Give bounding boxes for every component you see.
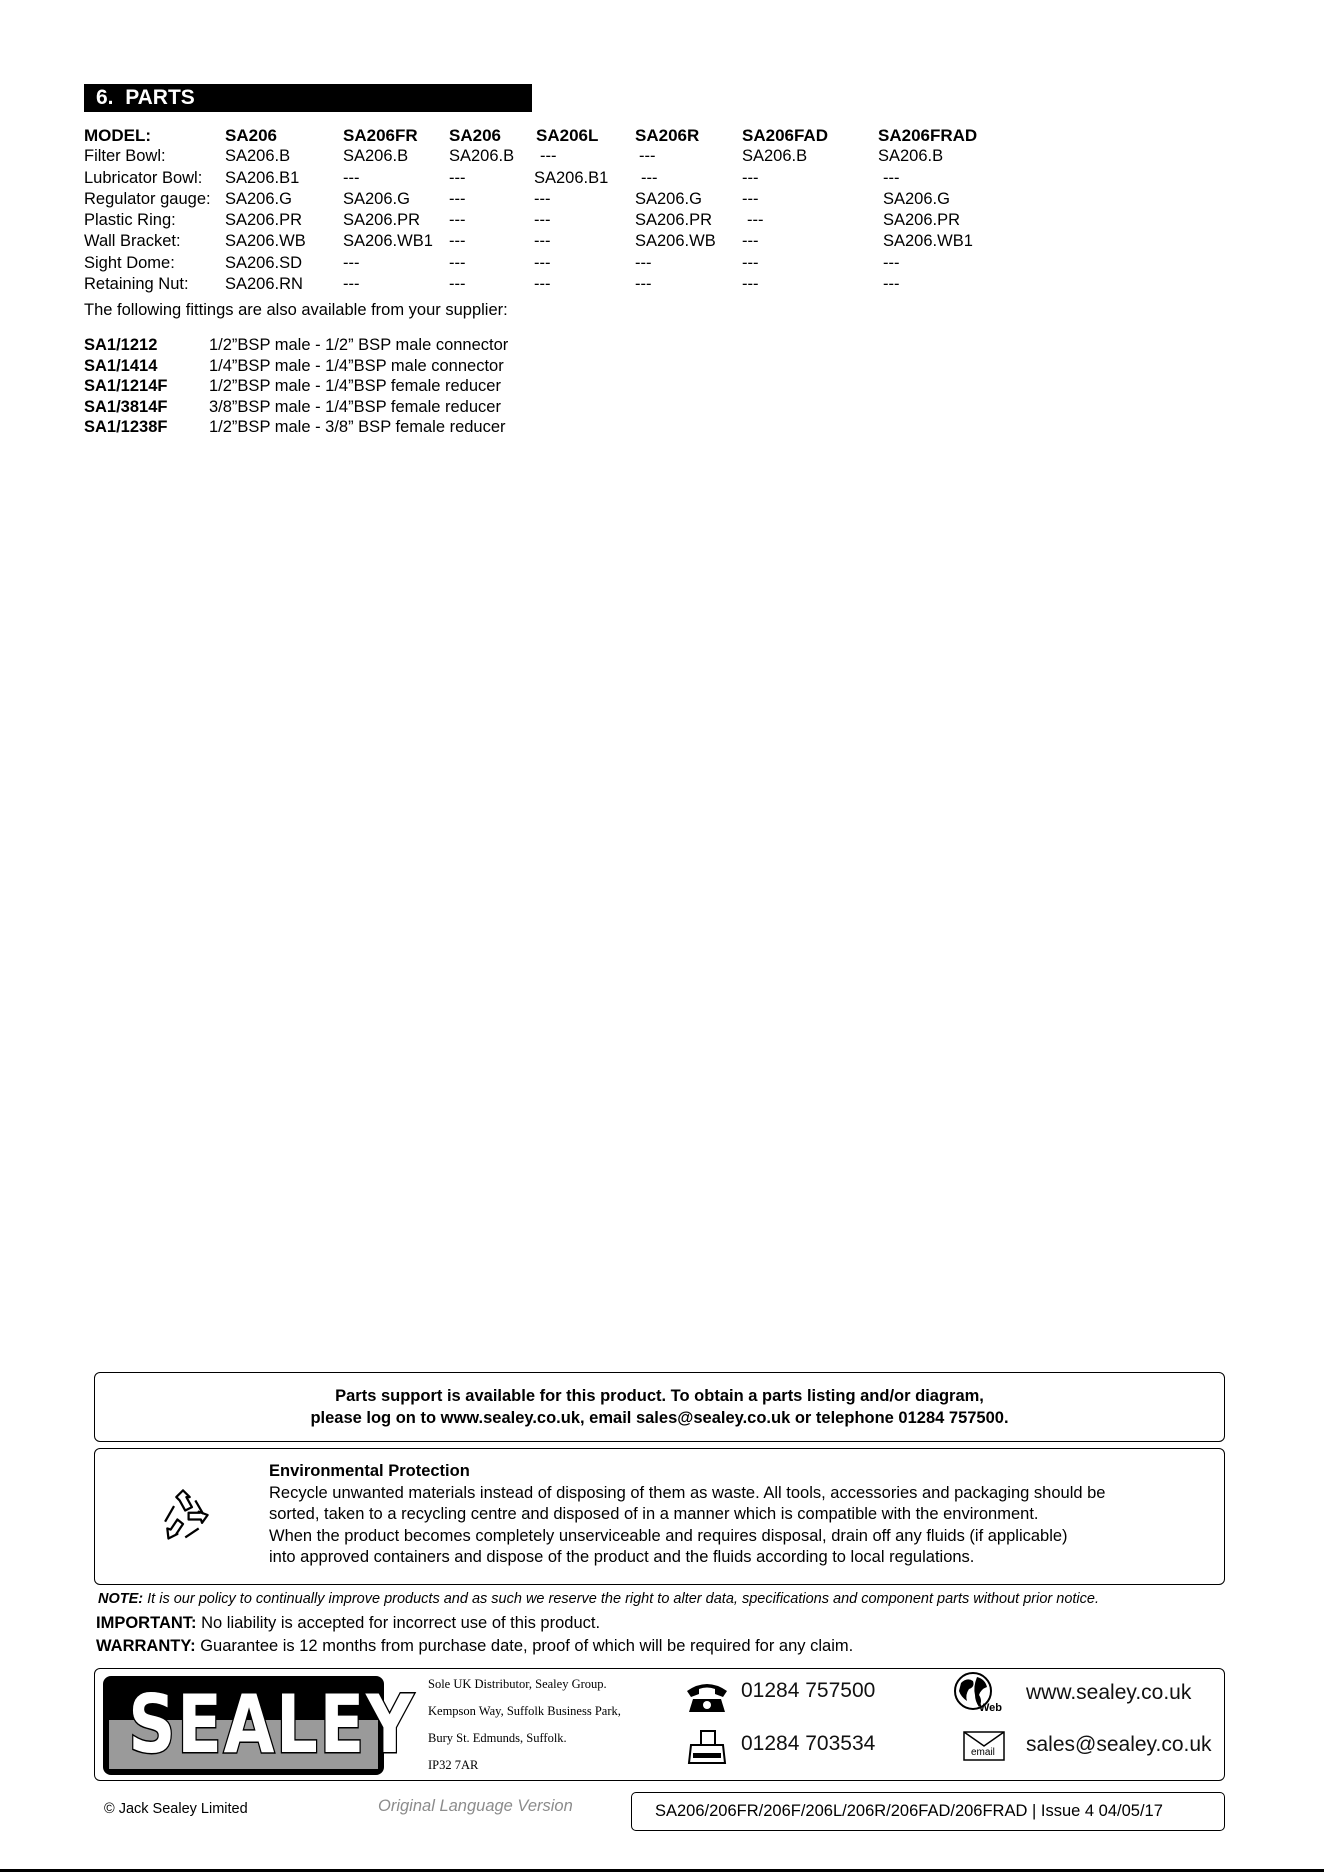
table-cell: SA206.B [343,147,409,166]
address-line: Sole UK Distributor, Sealey Group. [428,1677,607,1691]
issue-info: Issue 4 04/05/17 [1040,1802,1163,1820]
table-cell: SA206.SD [225,253,303,272]
table-cell: --- [635,253,652,272]
table-cell: --- [742,189,759,208]
web-icon-label: Web [979,1702,1003,1714]
table-cell: SA206.PR [225,211,303,230]
table-cell: --- [534,189,551,208]
note-text: It is our policy to continually improve products and as such we reserve the right to alter data, specifications and component parts without prior notice. [147,1591,1099,1607]
table-cell: --- [343,168,360,187]
row-label: Lubricator Bowl: [84,168,203,187]
table-cell: --- [883,275,900,294]
table-cell: --- [343,275,360,294]
table-cell: SA206.B1 [225,168,300,187]
address-line: IP32 7AR [428,1758,479,1772]
row-label: Filter Bowl: [84,147,166,166]
section-title: PARTS [125,86,195,109]
important-label: IMPORTANT: [96,1614,197,1632]
table-cell: SA206.RN [225,275,303,294]
table-cell: SA206.G [635,189,702,208]
header-cell: SA206FR [343,126,418,145]
table-cell: --- [641,168,658,187]
header-cell: SA206R [635,126,700,145]
warranty-line [96,1637,853,1656]
table-cell: SA206.PR [883,211,961,230]
model-numbers: SA206/206FR/206F/206L/206R/206FAD/206FRAD [655,1802,1028,1820]
language-version: Original Language Version [378,1797,573,1815]
fax-icon [687,1729,727,1765]
row-label: Wall Bracket: [84,232,181,251]
row-label: Sight Dome: [84,253,175,272]
environment-line: Recycle unwanted materials instead of disposing of them as waste. All tools, accessories and packaging should be [269,1483,1106,1502]
parts-support-box [94,1372,1225,1442]
logo-text: SEALEY [128,1678,416,1771]
header-cell: SA206FRAD [878,126,978,145]
fitting-code: SA1/1214F [84,377,168,396]
row-label: Retaining Nut: [84,275,189,294]
environment-line: into approved containers and dispose of the product and the fluids according to local regulations. [269,1548,975,1567]
fitting-code: SA1/1414 [84,356,158,375]
table-cell: SA206.WB [635,232,716,251]
support-line: Parts support is available for this product. To obtain a parts listing and/or diagram, [335,1387,984,1405]
table-cell: --- [883,253,900,272]
table-cell: --- [635,275,652,294]
table-cell: SA206.PR [343,211,421,230]
address [428,1671,621,1779]
table-cell: --- [343,253,360,272]
fitting-code: SA1/1238F [84,418,168,437]
fitting-description: 1/4”BSP male - 1/4”BSP male connector [209,356,504,375]
header-cell: SA206 [225,126,277,145]
warranty-label: WARRANTY: [96,1637,196,1655]
website-link[interactable]: www.sealey.co.uk [1026,1681,1192,1704]
table-cell: SA206.B [449,147,515,166]
environment-line: sorted, taken to a recycling centre and disposed of in a manner which is compatible with the environment. [269,1505,1039,1524]
fitting-description: 3/8”BSP male - 1/4”BSP female reducer [209,397,501,416]
header-cell: SA206 [449,126,501,145]
table-cell: SA206.WB1 [343,232,433,251]
fitting-code: SA1/3814F [84,397,168,416]
table-cell: --- [449,275,466,294]
table-cell: SA206.G [343,189,410,208]
note-line [98,1591,1099,1607]
address-line: Kempson Way, Suffolk Business Park, [428,1704,621,1718]
model-issue-box: SA206/206FR/206F/206L/206R/206FAD/206FRAD | Issue 4 04/05/17 [631,1792,1225,1831]
row-label: Regulator gauge: [84,189,211,208]
table-cell: --- [742,275,759,294]
table-cell: SA206.PR [635,211,713,230]
table-cell: --- [534,211,551,230]
recycle-icon [155,1487,211,1543]
important-text: No liability is accepted for incorrect use of this product. [201,1614,601,1632]
important-line [96,1614,600,1633]
table-cell: SA206.G [883,189,950,208]
fitting-description: 1/2”BSP male - 1/2” BSP male connector [209,336,509,354]
table-cell: --- [639,147,656,166]
copyright: © Jack Sealey Limited [104,1801,248,1817]
table-cell: --- [742,232,759,251]
table-cell: SA206.B1 [534,168,609,187]
header-cell: SA206FAD [742,126,828,145]
table-cell: --- [534,232,551,251]
fitting-code: SA1/1212 [84,336,158,354]
table-cell: SA206.B [225,147,291,166]
table-cell: --- [742,168,759,187]
fittings-intro: The following fittings are also available from your supplier: [84,301,508,319]
table-cell: --- [449,232,466,251]
table-cell: SA206.WB [225,232,306,251]
address-line: Bury St. Edmunds, Suffolk. [428,1731,567,1745]
table-cell: --- [742,253,759,272]
table-cell: --- [449,189,466,208]
fitting-description: 1/2”BSP male - 1/4”BSP female reducer [209,377,501,396]
telephone-icon [685,1679,729,1713]
table-cell: --- [449,253,466,272]
environment-text [269,1461,1105,1569]
fitting-description: 1/2”BSP male - 3/8” BSP female reducer [209,418,506,437]
phone-number: 01284 757500 [741,1679,876,1702]
email-icon-label: email [971,1747,995,1758]
section-number: 6. [96,86,114,109]
table-cell: --- [534,275,551,294]
table-cell: --- [534,253,551,272]
sealey-logo [103,1676,416,1775]
support-line: please log on to www.sealey.co.uk, email sales@sealey.co.uk or telephone 01284 757500. [310,1409,1009,1427]
environment-line: When the product becomes completely unserviceable and requires disposal, drain off any fluids (if applicable) [269,1526,1068,1545]
email-icon [963,1731,1005,1761]
table-cell: --- [540,147,557,166]
header-cell: SA206L [536,126,599,145]
table-cell: SA206.G [225,189,292,208]
environmental-protection-box [94,1448,1225,1585]
table-cell: --- [449,168,466,187]
contact-box [94,1668,1225,1781]
fax-number: 01284 703534 [741,1732,876,1755]
web-icon [953,1671,1013,1717]
table-cell: SA206.B [742,147,808,166]
header-cell: MODEL: [84,126,152,145]
warranty-text: Guarantee is 12 months from purchase date, proof of which will be required for any claim. [200,1637,854,1655]
table-cell: --- [883,168,900,187]
environment-title: Environmental Protection [269,1462,470,1480]
table-cell: --- [449,211,466,230]
note-label: NOTE: [98,1591,144,1607]
table-cell: SA206.WB1 [883,232,973,251]
row-label: Plastic Ring: [84,211,176,230]
email-link[interactable]: sales@sealey.co.uk [1026,1733,1212,1756]
section-header [84,84,532,112]
table-cell: --- [747,211,764,230]
table-cell: SA206.B [878,147,944,166]
